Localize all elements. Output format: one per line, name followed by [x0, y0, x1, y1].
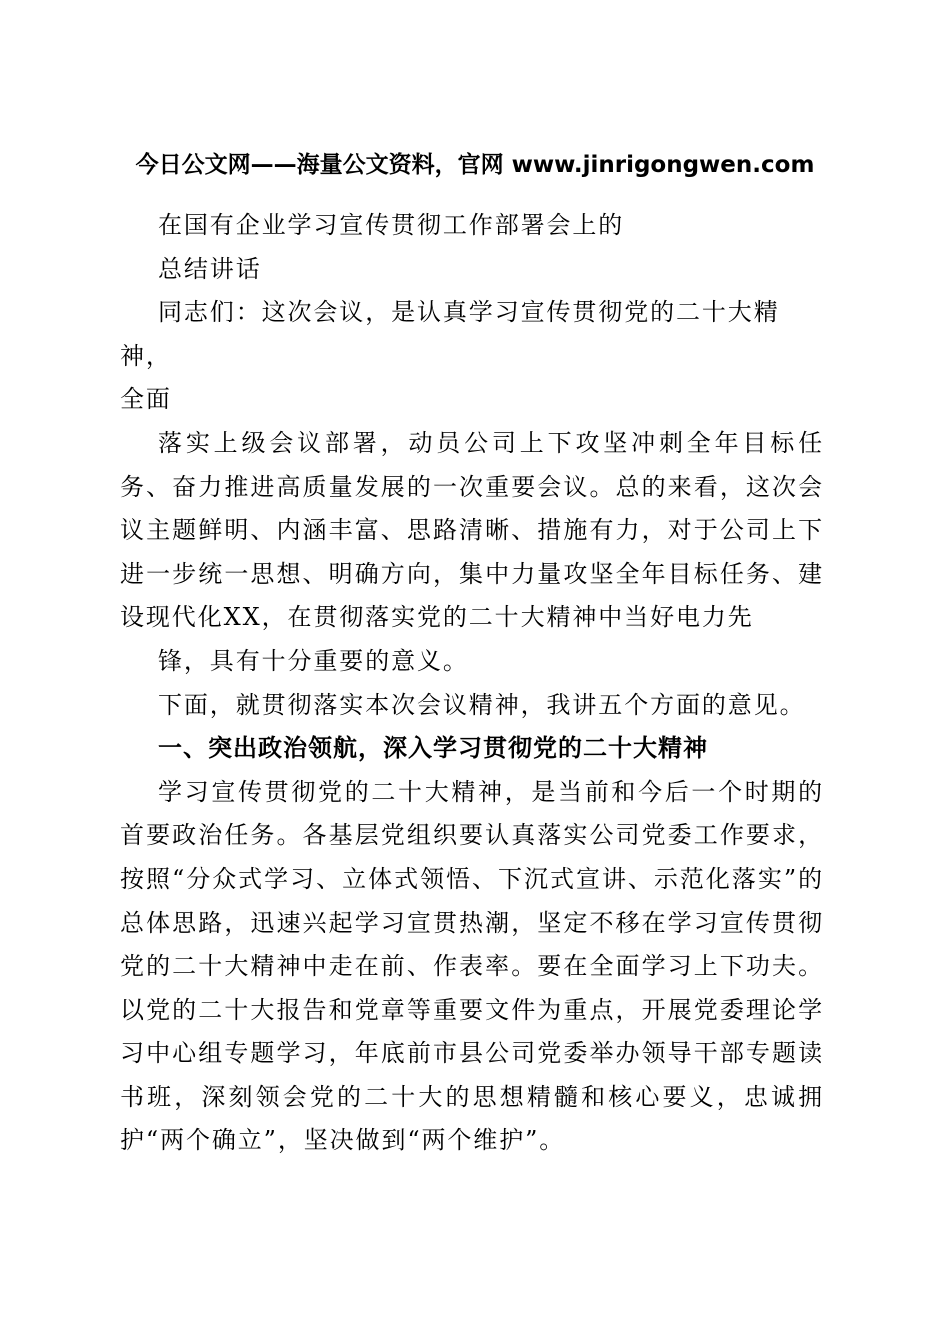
website-banner: 今日公文网——海量公文资料，官网 www.jinrigongwen.com [135, 152, 815, 178]
title-line-2: 总结讲话 [158, 254, 262, 283]
paragraph-significance: 锋，具有十分重要的意义。 [158, 646, 469, 675]
opening-line: 同志们：这次会议，是认真学习宣传贯彻党的二十大精神， [120, 298, 780, 370]
paragraph-intro-opinions: 下面，就贯彻落实本次会议精神，我讲五个方面的意见。 [158, 690, 806, 719]
paragraph-section-1: 学习宣传贯彻党的二十大精神，是当前和今后一个时期的首要政治任务。各基层党组织要认真落实公司党委工作要求，按照“分众式学习、立体式领悟、下沉式宣讲、示范化落实”的总体思路，迅速兴起学习宣贯热潮，坚定不移在学习宣传贯彻党的二十大精神中走在前、作表率。要在全面学习上下功夫。以党的二十大报告和党章等重要文件为重点，开展党委理论学习中心组专题学习，年底前市县公司党委举办领导干部专题读书班，深刻领会党的二十大的思想精髓和核心要义，忠诚拥护“两个确立”，坚决做到“两个维护”。 [120, 777, 824, 1155]
section-heading-1: 一、突出政治领航，深入学习贯彻党的二十大精神 [158, 734, 708, 763]
paragraph-meeting-summary: 落实上级会议部署，动员公司上下攻坚冲刺全年目标任务、奋力推进高质量发展的一次重要会议。总的来看，这次会议主题鲜明、内涵丰富、思路清晰、措施有力，对于公司上下进一步统一思想、明确方向，集中力量攻坚全年目标任务、建设现代化XX，在贯彻落实党的二十大精神中当好电力先 [120, 428, 824, 632]
opening-line-continued: 全面 [120, 385, 172, 414]
document-body [120, 204, 824, 1163]
title-line-1: 在国有企业学习宣传贯彻工作部署会上的 [158, 211, 625, 239]
